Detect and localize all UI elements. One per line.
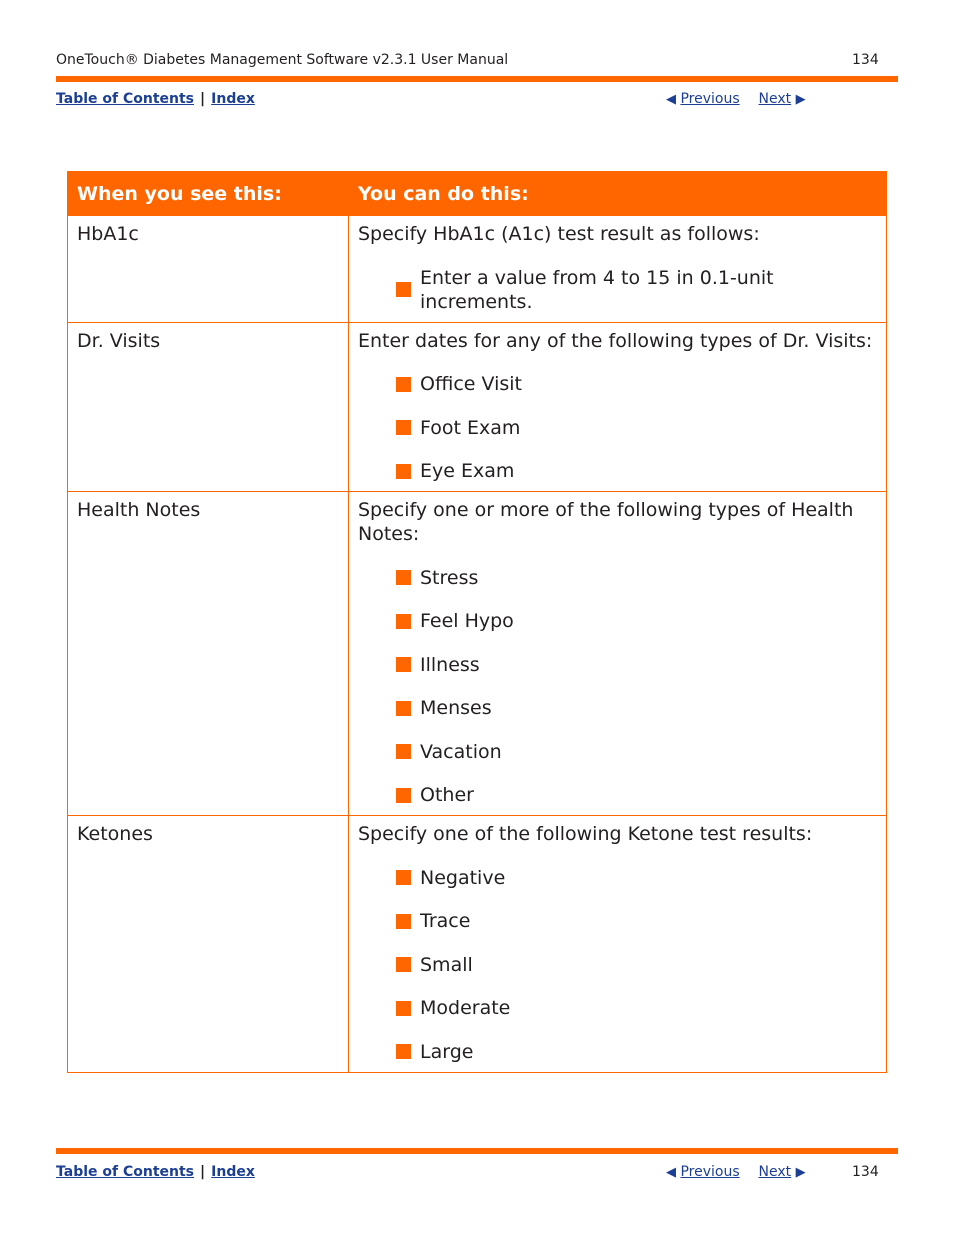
list-item: [396, 1040, 877, 1064]
list-item: [396, 783, 877, 807]
column-header-action: You can do this:: [349, 172, 887, 216]
square-bullet-icon: [396, 464, 411, 479]
list-item-text: Menses: [420, 697, 492, 719]
table-body: [68, 216, 887, 1073]
square-bullet-icon: [396, 744, 411, 759]
table-header-row: [68, 172, 887, 216]
row-action-cell: [349, 492, 887, 816]
square-bullet-icon: [396, 957, 411, 972]
list-item: [396, 696, 877, 720]
bullet-list: [358, 566, 877, 808]
triangle-left-icon[interactable]: ◀: [666, 92, 676, 107]
list-item: [396, 653, 877, 677]
row-label: Health Notes: [68, 492, 349, 816]
square-bullet-icon: [396, 570, 411, 585]
triangle-right-icon[interactable]: ▶: [795, 1165, 806, 1180]
index-link[interactable]: Index: [211, 91, 255, 107]
nav-separator: |: [200, 91, 206, 107]
square-bullet-icon: [396, 420, 411, 435]
previous-link[interactable]: Previous: [680, 1164, 740, 1180]
list-item: [396, 866, 877, 890]
list-item-text: Vacation: [420, 740, 502, 763]
toc-link[interactable]: Table of Contents: [56, 91, 195, 107]
page-number-top: 134: [852, 52, 879, 68]
next-link[interactable]: Next: [758, 91, 792, 107]
row-intro-text: Specify HbA1c (A1c) test result as follows:: [358, 223, 760, 245]
row-label: Dr. Visits: [68, 322, 349, 492]
list-item-text: Large: [420, 1040, 474, 1063]
list-item: [396, 372, 877, 396]
list-item: [396, 953, 877, 977]
row-action-cell: [349, 816, 887, 1073]
list-item-text: Office Visit: [420, 373, 522, 395]
table-row: [68, 816, 887, 1073]
index-link[interactable]: Index: [211, 1164, 255, 1180]
top-page-nav: [666, 91, 806, 107]
row-intro-text: Enter dates for any of the following types of Dr. Visits:: [358, 329, 873, 352]
row-label: HbA1c: [68, 216, 349, 323]
header-rule: [56, 76, 898, 82]
square-bullet-icon: [396, 1044, 411, 1059]
row-label: Ketones: [68, 816, 349, 1073]
row-action-cell: [349, 216, 887, 323]
row-action-cell: [349, 322, 887, 492]
bullet-list: [358, 372, 877, 483]
list-item: [396, 996, 877, 1020]
bottom-nav-links: [56, 1164, 255, 1180]
list-item-text: Moderate: [420, 997, 511, 1019]
list-item-text: Stress: [420, 566, 479, 589]
list-item-text: Negative: [420, 866, 506, 889]
table-row: [68, 492, 887, 816]
list-item-text: Enter a value from 4 to 15 in 0.1-unit increments.: [420, 266, 774, 313]
square-bullet-icon: [396, 377, 411, 392]
square-bullet-icon: [396, 614, 411, 629]
square-bullet-icon: [396, 914, 411, 929]
table-row: [68, 322, 887, 492]
square-bullet-icon: [396, 701, 411, 716]
reference-table: [67, 171, 887, 1073]
square-bullet-icon: [396, 870, 411, 885]
table-row: [68, 216, 887, 323]
list-item-text: Other: [420, 784, 474, 806]
list-item-text: Illness: [420, 653, 480, 676]
nav-separator: |: [200, 1164, 206, 1180]
square-bullet-icon: [396, 657, 411, 672]
triangle-right-icon[interactable]: ▶: [795, 92, 806, 107]
list-item: [396, 266, 877, 314]
list-item-text: Small: [420, 953, 473, 976]
top-nav-links: [56, 91, 255, 107]
square-bullet-icon: [396, 788, 411, 803]
list-item-text: Feel Hypo: [420, 610, 514, 632]
list-item: [396, 609, 877, 633]
list-item-text: Eye Exam: [420, 460, 515, 482]
column-header-when: When you see this:: [68, 172, 349, 216]
list-item-text: Trace: [420, 910, 471, 932]
footer-rule: [56, 1148, 898, 1154]
bullet-list: [358, 266, 877, 314]
list-item: [396, 416, 877, 440]
document-title: OneTouch® Diabetes Management Software v2.3.1 User Manual: [56, 52, 509, 68]
list-item-text: Foot Exam: [420, 416, 521, 439]
list-item: [396, 740, 877, 764]
square-bullet-icon: [396, 1001, 411, 1016]
square-bullet-icon: [396, 282, 411, 297]
list-item: [396, 459, 877, 483]
row-intro-text: Specify one of the following Ketone test results:: [358, 823, 813, 845]
triangle-left-icon[interactable]: ◀: [666, 1165, 676, 1180]
list-item: [396, 566, 877, 590]
bullet-list: [358, 866, 877, 1064]
toc-link[interactable]: Table of Contents: [56, 1164, 195, 1180]
bottom-page-nav: [666, 1164, 806, 1180]
list-item: [396, 909, 877, 933]
previous-link[interactable]: Previous: [680, 91, 740, 107]
next-link[interactable]: Next: [758, 1164, 792, 1180]
row-intro-text: Specify one or more of the following types of Health Notes:: [358, 499, 854, 545]
page-number-bottom: 134: [852, 1164, 879, 1180]
